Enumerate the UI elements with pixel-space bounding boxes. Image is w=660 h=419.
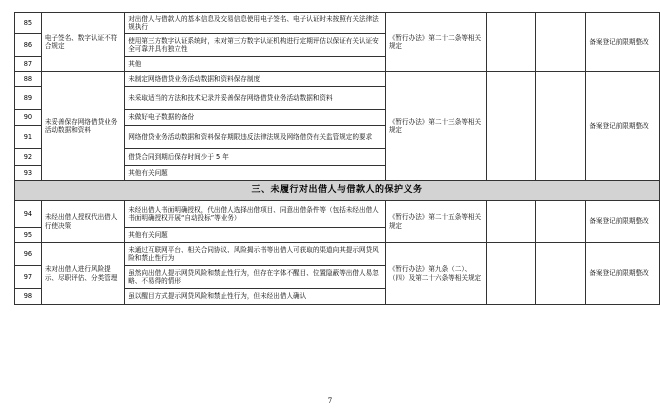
row-number: 95 <box>15 228 42 243</box>
blank-cell <box>486 243 535 305</box>
category-cell: 电子签名、数字认证不符合规定 <box>41 13 124 72</box>
rectification-cell: 备案登记前限期整改 <box>586 13 660 72</box>
row-number: 91 <box>15 126 42 149</box>
issue-description: 未采取适当的方法和技术记录并妥善保存网络借贷业务活动数据和资料 <box>125 87 386 110</box>
blank-cell <box>486 13 535 72</box>
row-number: 94 <box>15 201 42 228</box>
blank-cell <box>535 243 586 305</box>
blank-cell <box>486 72 535 181</box>
issue-description: 未经出借人书面明确授权，代出借人选择出借项目、同意出借条件等（包括未经出借人书面明确授权开展“自动投标”等业务） <box>125 201 386 228</box>
row-number: 85 <box>15 13 42 34</box>
blank-cell <box>535 72 586 181</box>
table-row <box>15 72 660 87</box>
issue-description: 虽然向出借人提示网贷风险和禁止性行为，但存在字体不醒目、位置隐蔽等出借人易忽略、不易得的情形 <box>125 266 386 289</box>
regulation-cell: 《暂行办法》第二十五条等相关规定 <box>385 201 486 243</box>
issue-description: 未通过互联网平台、相关合同协议、风险揭示书等出借人可获取的渠道向其提示网贷风险和禁止性行为 <box>125 243 386 266</box>
row-number: 90 <box>15 110 42 126</box>
issue-description: 其他有关问题 <box>125 228 386 243</box>
table-row <box>15 13 660 34</box>
blank-cell <box>486 201 535 243</box>
issue-description: 虽以醒目方式提示网贷风险和禁止性行为，但未经出借人确认 <box>125 289 386 305</box>
issue-description: 借贷合同到期后保存时间少于 5 年 <box>125 149 386 166</box>
section-header-row <box>15 181 660 201</box>
row-number: 98 <box>15 289 42 305</box>
issue-description: 其他 <box>125 57 386 72</box>
issue-description: 对出借人与借款人的基本信息及交易信息使用电子签名、电子认证时未按照有关法律法规执行 <box>125 13 386 34</box>
rectification-cell: 备案登记前限期整改 <box>586 201 660 243</box>
regulation-cell: 《暂行办法》第九条（二）、（四）及第二十六条等相关规定 <box>385 243 486 305</box>
row-number: 92 <box>15 149 42 166</box>
regulation-cell: 《暂行办法》第二十三条等相关规定 <box>385 72 486 181</box>
rectification-cell: 备案登记前限期整改 <box>586 72 660 181</box>
row-number: 87 <box>15 57 42 72</box>
row-number: 97 <box>15 266 42 289</box>
row-number: 96 <box>15 243 42 266</box>
row-number: 86 <box>15 34 42 57</box>
row-number: 89 <box>15 87 42 110</box>
inspection-table <box>14 12 660 305</box>
issue-description: 网络借贷业务活动数据和资料保存期限违反法律法规及网络借贷有关监管规定的要求 <box>125 126 386 149</box>
issue-description: 未做好电子数据的备份 <box>125 110 386 126</box>
regulation-cell: 《暂行办法》第二十二条等相关规定 <box>385 13 486 72</box>
table-row <box>15 201 660 228</box>
category-cell: 未经出借人授权代出借人行使决策 <box>41 201 124 243</box>
rectification-cell: 备案登记前限期整改 <box>586 243 660 305</box>
table-row <box>15 243 660 266</box>
row-number: 93 <box>15 166 42 181</box>
section-title: 三、未履行对出借人与借款人的保护义务 <box>15 181 660 201</box>
row-number: 88 <box>15 72 42 87</box>
issue-description: 未制定网络借贷业务活动数据和资料保存制度 <box>125 72 386 87</box>
blank-cell <box>535 201 586 243</box>
issue-description: 使用第三方数字认证系统时，未对第三方数字认证机构进行定期评估以保证有关认证安全可靠并具有独立性 <box>125 34 386 57</box>
issue-description: 其他有关问题 <box>125 166 386 181</box>
category-cell: 未对出借人进行风险提示、尽职评估、分类管理 <box>41 243 124 305</box>
category-cell: 未妥善保存网络借贷业务活动数据和资料 <box>41 72 124 181</box>
page-number: 7 <box>327 397 333 405</box>
blank-cell <box>535 13 586 72</box>
